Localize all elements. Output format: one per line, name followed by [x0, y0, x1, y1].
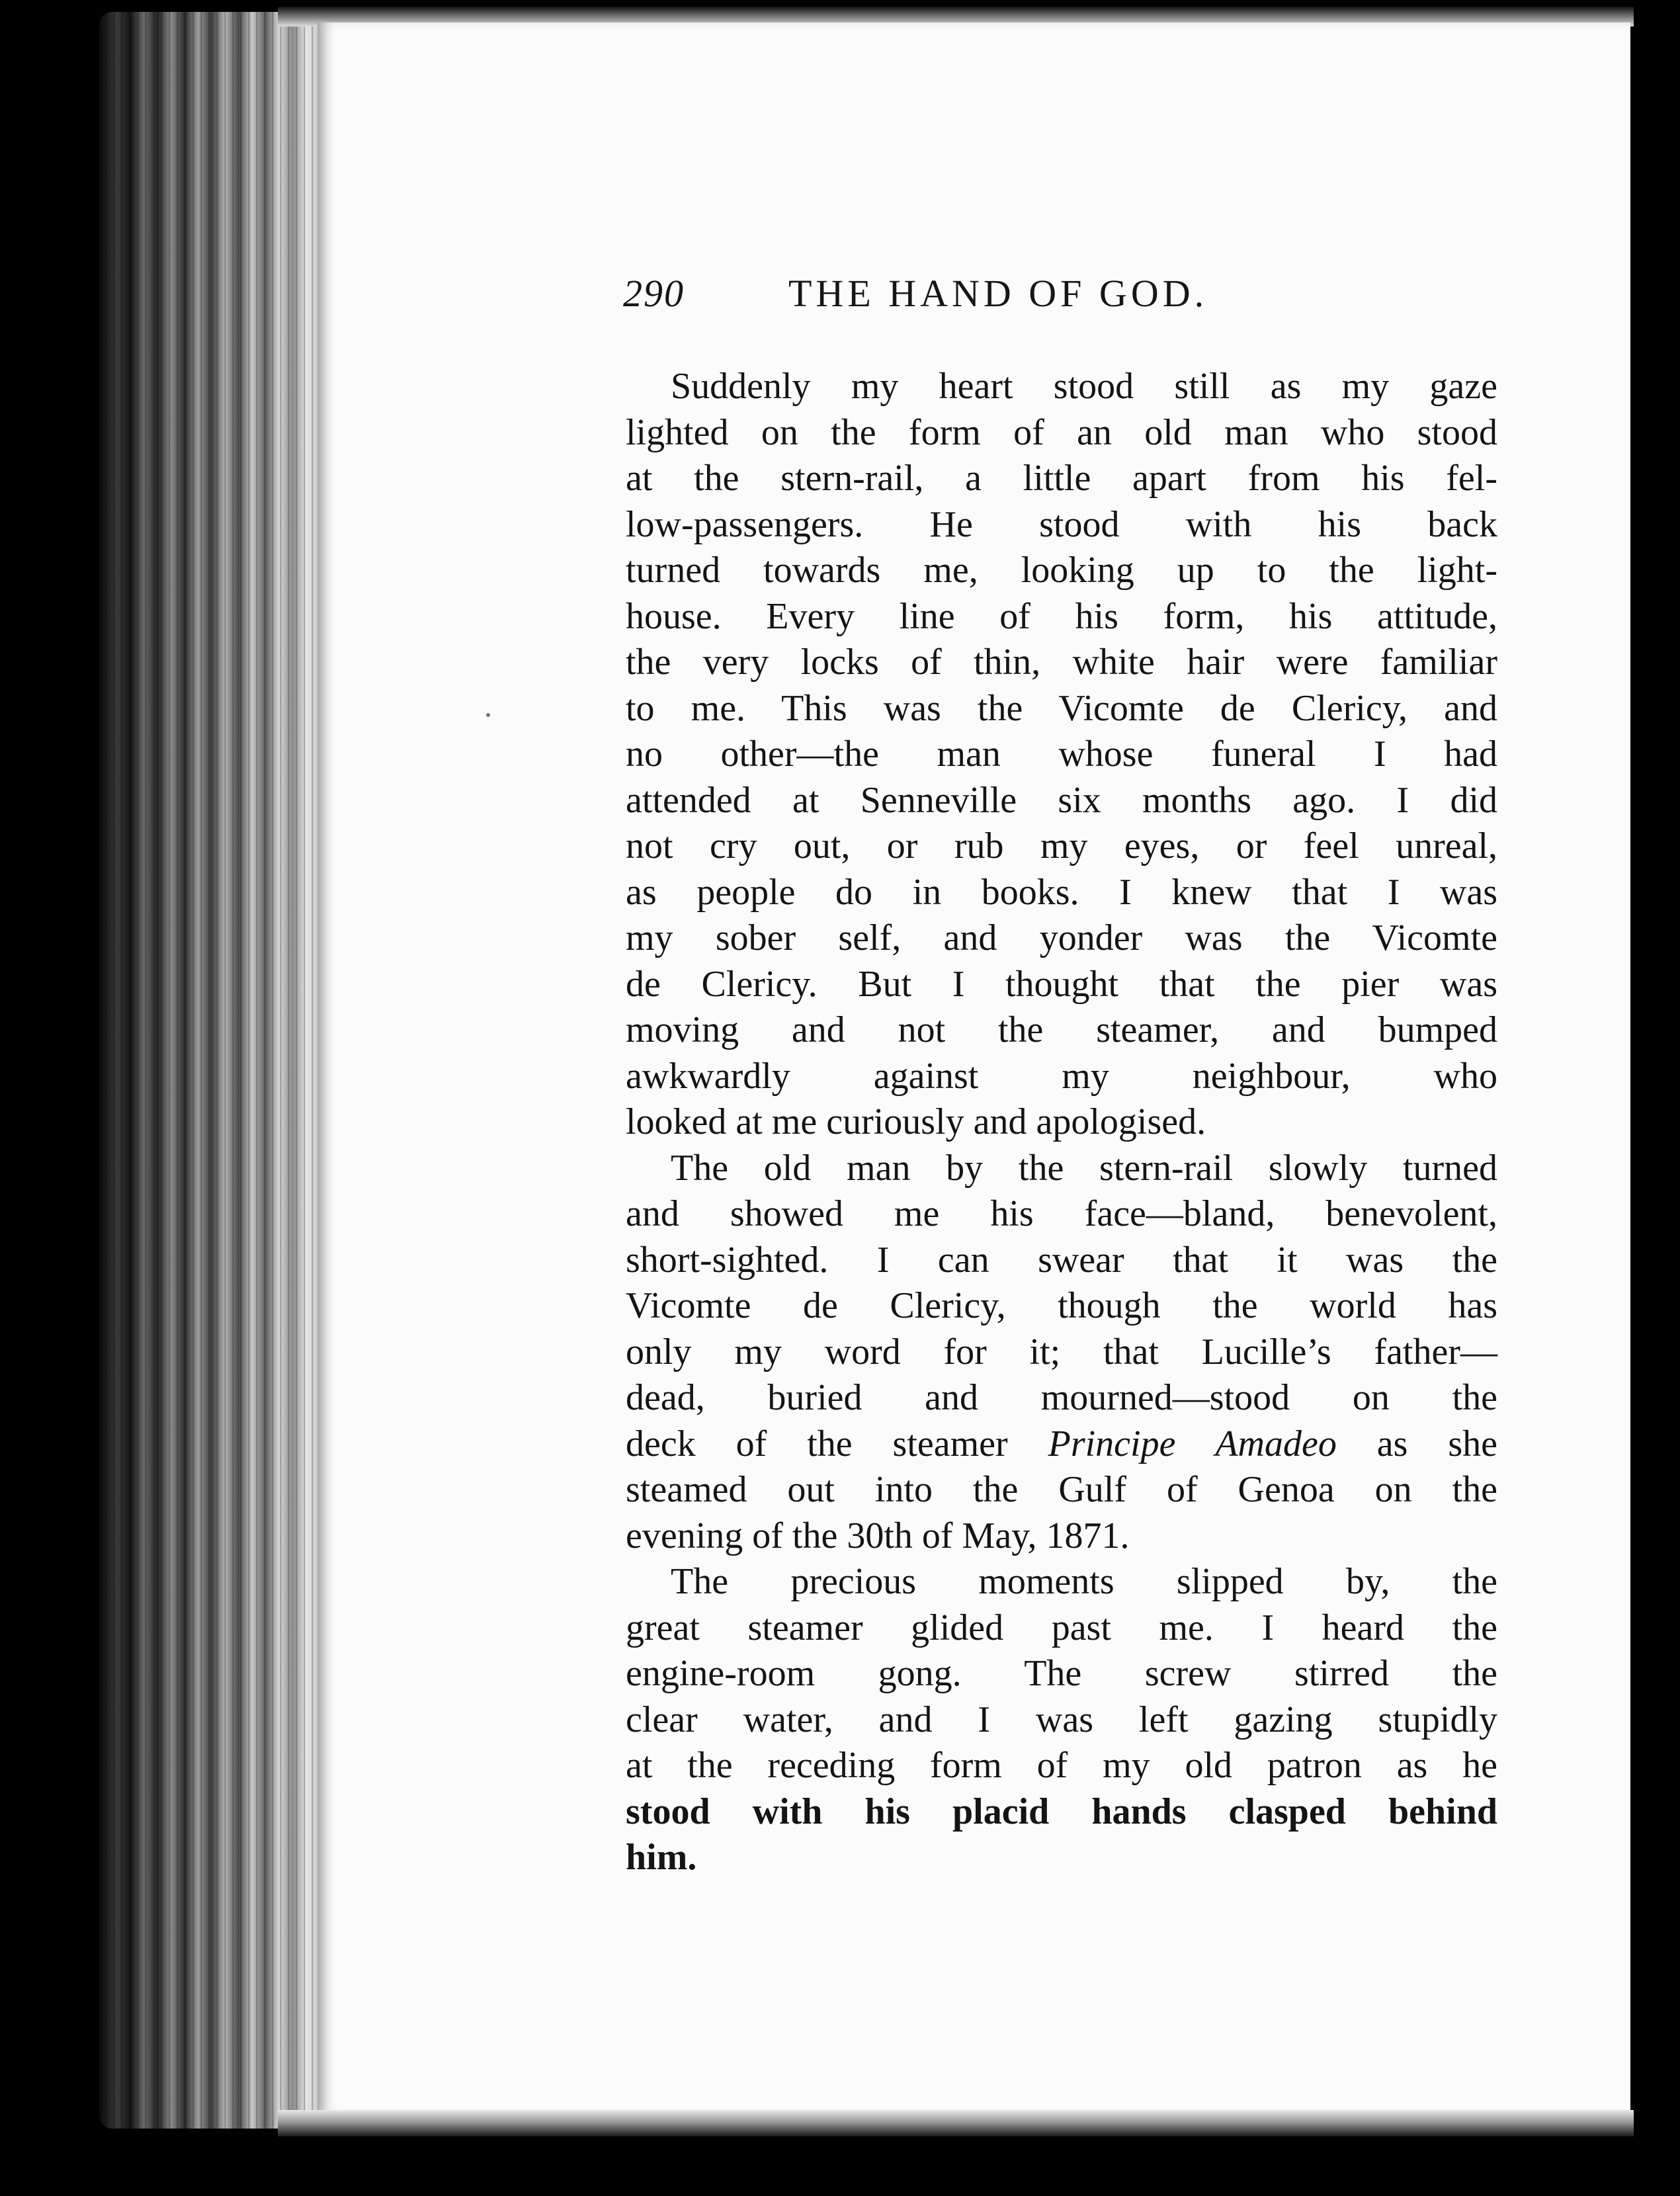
text-segment: as she: [1336, 1423, 1498, 1464]
text-line: not cry out, or rub my eyes, or feel unreal,: [626, 825, 1497, 866]
text-line: no other—the man whose funeral I had: [626, 734, 1497, 775]
text-segment: deck of the steamer: [626, 1423, 1048, 1464]
page-number: 290: [623, 272, 685, 315]
bottom-page-edge: [278, 2110, 1634, 2136]
text-line: and showed me his face—bland, benevolent,: [626, 1193, 1497, 1234]
text-line: The precious moments slipped by, the: [671, 1561, 1497, 1602]
text-line: only my word for it; that Lucille’s father—: [626, 1331, 1497, 1372]
body-text: [626, 364, 1497, 1881]
text-line: as people do in books. I knew that I was: [626, 871, 1497, 913]
text-line: at the stern-rail, a little apart from his fel-: [626, 458, 1497, 499]
text-line: clear water, and I was left gazing stupidly: [626, 1699, 1497, 1740]
running-head-title: THE HAND OF GOD.: [788, 272, 1208, 315]
text-line: evening of the 30th of May, 1871.: [626, 1515, 1130, 1556]
text-line: him.: [626, 1837, 697, 1878]
ship-name: Principe Amadeo: [1048, 1423, 1337, 1464]
paragraph-2: [626, 1146, 1497, 1560]
text-line: turned towards me, looking up to the light-: [626, 550, 1497, 591]
page-edge-lines: [99, 12, 324, 2129]
text-line: The old man by the stern-rail slowly turned: [671, 1147, 1497, 1189]
text-line: steamed out into the Gulf of Genoa on the: [626, 1469, 1497, 1510]
paragraph-3: [626, 1559, 1497, 1881]
text-line: looked at me curiously and apologised.: [626, 1101, 1206, 1142]
scan-speck: [486, 713, 490, 717]
text-line: de Clericy. But I thought that the pier was: [626, 963, 1497, 1005]
text-line: great steamer glided past me. I heard the: [626, 1607, 1497, 1648]
text-line: low-passengers. He stood with his back: [626, 503, 1497, 545]
text-line: Vicomte de Clericy, though the world has: [626, 1285, 1497, 1326]
text-line-with-ship-name: [626, 1421, 1497, 1468]
text-line: stood with his placid hands clasped behind: [626, 1791, 1497, 1832]
text-line: attended at Senneville six months ago. I did: [626, 779, 1497, 821]
text-line: awkwardly against my neighbour, who: [626, 1055, 1497, 1097]
text-line: the very locks of thin, white hair were familiar: [626, 642, 1497, 683]
text-line: lighted on the form of an old man who stood: [626, 411, 1497, 453]
text-line: Suddenly my heart stood still as my gaze: [671, 366, 1497, 407]
text-line: to me. This was the Vicomte de Clericy, and: [626, 687, 1497, 729]
paragraph-1: [626, 364, 1497, 1146]
text-line: house. Every line of his form, his attitude,: [626, 595, 1497, 637]
text-line: moving and not the steamer, and bumped: [626, 1009, 1497, 1050]
text-line: at the receding form of my old patron as he: [626, 1745, 1497, 1786]
running-head: [623, 271, 1503, 324]
text-line: my sober self, and yonder was the Vicomte: [626, 917, 1497, 958]
text-line: short-sighted. I can swear that it was the: [626, 1239, 1497, 1281]
text-line: engine-room gong. The screw stirred the: [626, 1653, 1497, 1694]
text-line: dead, buried and mourned—stood on the: [626, 1377, 1497, 1418]
